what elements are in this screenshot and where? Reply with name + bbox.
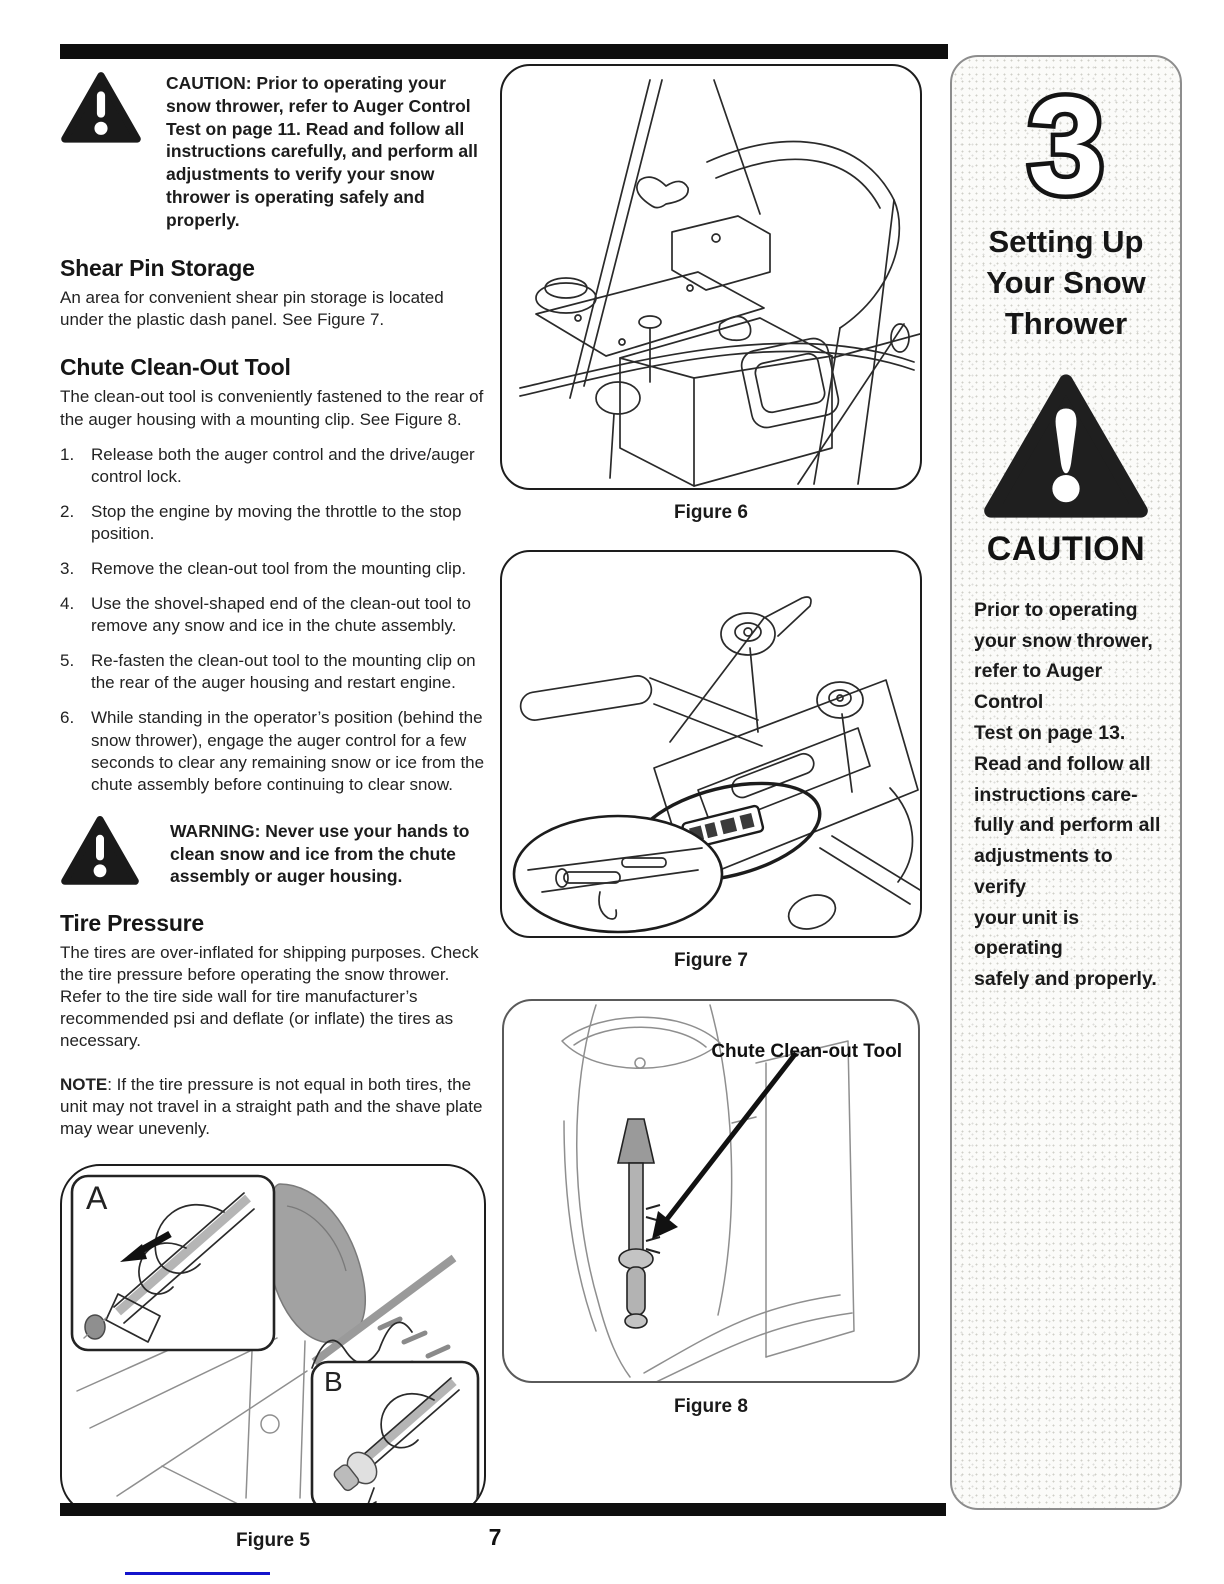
sidebar-title-line: Your Snow: [986, 264, 1146, 300]
sidebar-title: [952, 222, 1180, 345]
note-label: NOTE: [60, 1074, 108, 1094]
figure7-caption: Figure 7: [674, 950, 748, 971]
sidebar-body-line: safely and properly.: [974, 968, 1157, 991]
sidebar-body-line: Read and follow all: [974, 752, 1151, 775]
bottom-rule-bar: [60, 1503, 946, 1516]
sidebar-title-line: Thrower: [1004, 305, 1128, 341]
step-text: Stop the engine by moving the throttle to the stop position.: [91, 501, 462, 543]
sidebar-caution-body: [974, 595, 1166, 995]
left-column: [60, 70, 486, 1552]
step-number: 4.: [60, 594, 75, 614]
footer-link-underline: [125, 1572, 270, 1575]
warning-triangle-icon: [60, 814, 140, 886]
figure6-caption: Figure 6: [674, 502, 748, 523]
sidebar-body-line: adjustments to verify: [974, 845, 1113, 898]
step-item: [60, 707, 486, 795]
tire-pressure-note: [60, 1074, 486, 1140]
warning-block: [60, 814, 486, 888]
warning-text: WARNING: Never use your hands to clean snow and ice from the chute assembly or auger housing.: [170, 820, 470, 887]
section-title-shear-pin-storage: Shear Pin Storage: [60, 255, 255, 282]
step-number: 2.: [60, 501, 75, 521]
figure8-caption: Figure 8: [674, 1396, 748, 1417]
chapter-number: 3: [1027, 79, 1105, 211]
figure5-caption: Figure 5: [236, 1529, 310, 1551]
step-item: [60, 558, 486, 580]
sidebar-title-line: Setting Up: [988, 224, 1144, 259]
step-item: [60, 444, 486, 488]
sidebar-body-line: fully and perform all: [974, 814, 1161, 837]
figures-column: [500, 64, 922, 1418]
step-text: Re-fasten the clean-out tool to the mounting clip on the rear of the auger housing and restart engine.: [91, 651, 476, 693]
sidebar-body-line: instructions care-: [974, 783, 1138, 806]
figure6-box: [500, 64, 922, 490]
step-item: [60, 593, 486, 637]
sidebar-body-line: Prior to operating: [974, 598, 1138, 621]
section-title-chute-clean-out-tool: Chute Clean-Out Tool: [60, 354, 291, 381]
sidebar-body-line: refer to Auger Control: [974, 660, 1103, 714]
sidebar-caution-heading: CAUTION: [986, 529, 1146, 568]
figure5-illustration: [62, 1166, 486, 1516]
sidebar-caution-triangle-icon: [980, 371, 1152, 521]
chute-tool-steps: [60, 444, 486, 796]
figure5-inset-label-b: B: [324, 1365, 343, 1397]
section-title-tire-pressure: Tire Pressure: [60, 910, 205, 937]
step-number: 3.: [60, 559, 75, 578]
sidebar-body-line: your unit is operating: [974, 906, 1080, 960]
step-text: While standing in the operator’s position (behind the snow thrower), engage the auger control for a few seconds to clear any remaining snow or ice from the chute assembly before continuing to clear snow.: [91, 708, 485, 794]
tire-pressure-body: The tires are over-inflated for shipping purposes. Check the tire pressure before operating the snow thrower. Refer to the tire side wall for tire manufacturer’s recommended psi and deflate (or inflate) the tires as necessary.: [60, 943, 479, 1051]
step-item: [60, 501, 486, 545]
step-text: Remove the clean-out tool from the mounting clip.: [91, 559, 467, 578]
step-number: 1.: [60, 444, 75, 464]
step-number: 6.: [60, 708, 75, 728]
chute-tool-intro: The clean-out tool is conveniently fastened to the rear of the auger housing with a mounting clip. See Figure 8.: [60, 387, 484, 429]
top-rule-bar: [60, 44, 948, 59]
sidebar-body-line: Test on page 13.: [974, 721, 1126, 744]
chapter-number-outline: [986, 79, 1146, 211]
figure5-inset-label-a: A: [86, 1179, 108, 1216]
page-number: 7: [488, 1524, 502, 1550]
chapter-number-wrap: [952, 79, 1180, 216]
caution-block: [60, 70, 486, 231]
figure5-box: [60, 1164, 486, 1516]
caution-text: CAUTION: Prior to operating your snow thrower, refer to Auger Control Test on page 11. Read and follow all instructions carefully, and perform all adjustments to verify your snow thrower is operating safely and properly.: [166, 73, 478, 230]
step-text: Release both the auger control and the drive/auger control lock.: [91, 444, 475, 486]
figure7-box: [500, 550, 922, 938]
note-text: : If the tire pressure is not equal in both tires, the unit may not travel in a straight path and the shave plate may wear unevenly.: [60, 1074, 483, 1138]
chapter-sidebar: [950, 55, 1182, 1510]
figure7-illustration: [502, 552, 920, 936]
figure8-box: [502, 999, 920, 1383]
figure6-illustration: [502, 66, 920, 488]
shear-pin-body: An area for convenient shear pin storage is located under the plastic dash panel. See Figure 7.: [60, 288, 444, 330]
caution-triangle-icon: [60, 70, 142, 144]
sidebar-triangle-wrap: [952, 371, 1180, 526]
step-item: [60, 650, 486, 694]
sidebar-body-line: your snow thrower,: [974, 629, 1153, 652]
step-text: Use the shovel-shaped end of the clean-out tool to remove any snow and ice in the chute assembly.: [91, 594, 471, 636]
figure8-annotation-chute-clean-out-tool: Chute Clean-out Tool: [711, 1041, 902, 1062]
step-number: 5.: [60, 651, 75, 671]
